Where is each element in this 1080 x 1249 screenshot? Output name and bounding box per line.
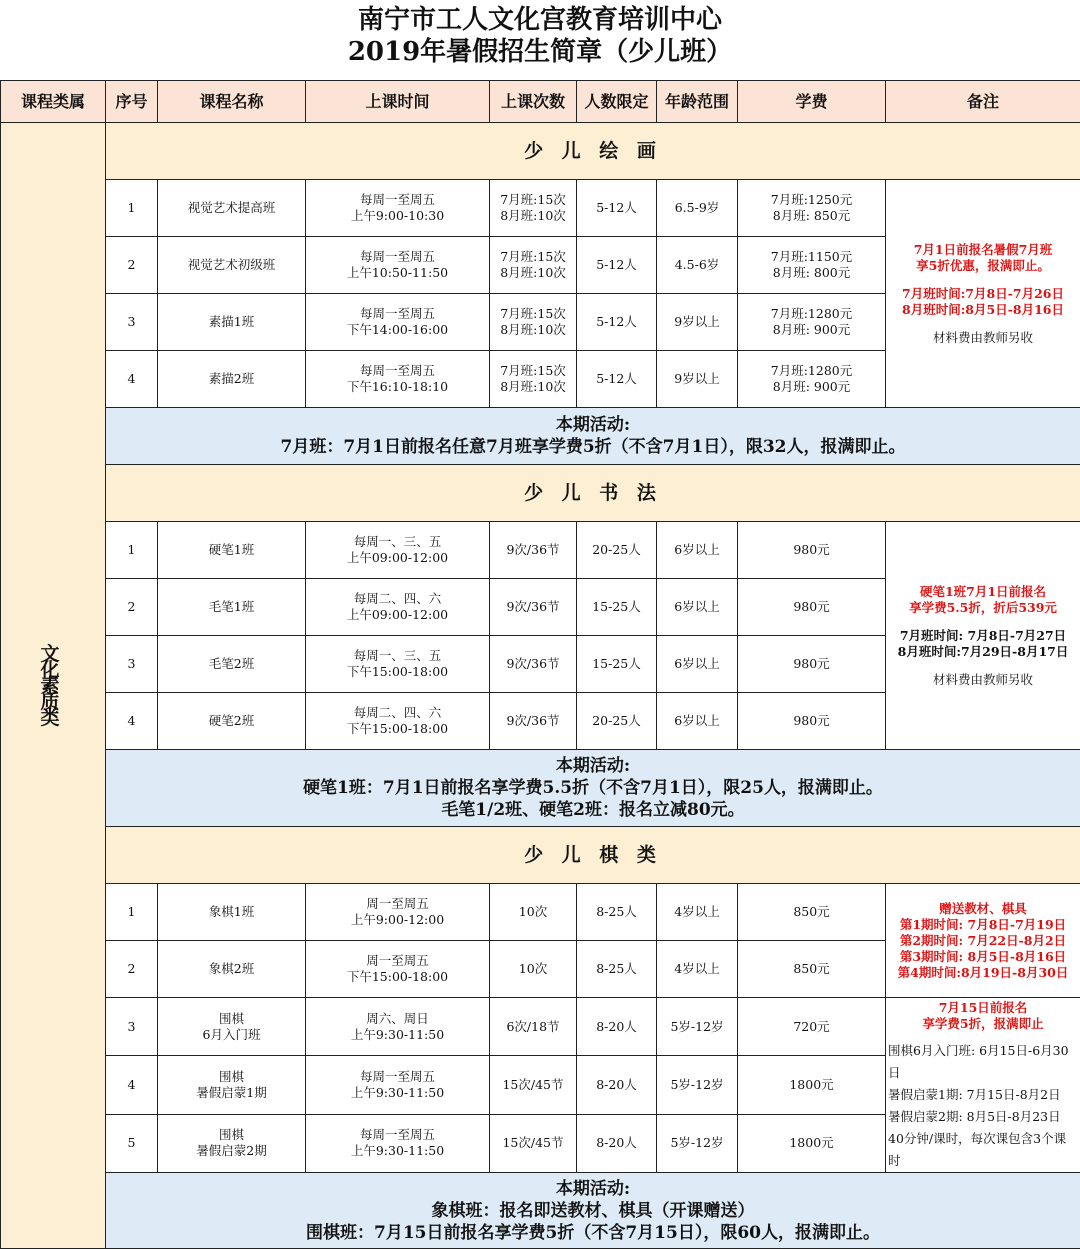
cell-fee: 1800元 [738,1056,886,1114]
cell-age: 9岁以上 [657,294,738,351]
cell-no: 4 [106,693,158,750]
cell-time: 每周一至周五 上午10:50-11:50 [306,237,490,294]
section-row-painting [1,123,1080,180]
table-row [1,180,1080,237]
cell-fee: 980元 [738,579,886,636]
cell-count: 7月班:15次 8月班:10次 [490,180,577,237]
cell-time: 周一至周五 上午9:00-12:00 [306,884,490,941]
cell-time: 每周二、四、六 上午09:00-12:00 [306,579,490,636]
cell-name: 围棋 6月入门班 [158,998,306,1056]
header-cell: 上课次数 [490,81,577,123]
cell-no: 2 [106,237,158,294]
section-row-chess [1,827,1080,884]
category-char: 文 [3,646,103,662]
cell-fee: 980元 [738,522,886,579]
cell-fee: 1800元 [738,1114,886,1172]
cell-time: 每周一至周五 上午9:00-10:30 [306,180,490,237]
section-title: 少 儿 绘 画 [106,123,1080,180]
cell-name: 毛笔2班 [158,636,306,693]
cell-count: 9次/36节 [490,522,577,579]
cell-time: 每周一至周五 上午9:30-11:50 [306,1114,490,1172]
header-cell: 备注 [886,81,1080,123]
cell-count: 10次 [490,941,577,998]
cell-fee: 7月班:1280元 8月班: 900元 [738,294,886,351]
header-row [1,81,1080,123]
page-subtitle: 2019年暑假招生简章（少儿班） [0,36,1080,68]
cell-name: 素描2班 [158,351,306,408]
cell-people: 8-20人 [577,998,657,1056]
cell-name: 视觉艺术初级班 [158,237,306,294]
cell-age: 6岁以上 [657,693,738,750]
header-cell: 人数限定 [577,81,657,123]
cell-age: 4岁以上 [657,941,738,998]
cell-name: 毛笔1班 [158,579,306,636]
cell-name: 硬笔1班 [158,522,306,579]
cell-age: 5岁-12岁 [657,1114,738,1172]
cell-people: 20-25人 [577,522,657,579]
cell-age: 5岁-12岁 [657,998,738,1056]
cell-age: 6.5-9岁 [657,180,738,237]
header-cell: 课程名称 [158,81,306,123]
cell-no: 2 [106,941,158,998]
header-cell: 课程类属 [1,81,106,123]
cell-count: 7月班:15次 8月班:10次 [490,237,577,294]
category-char: 化 [3,662,103,678]
cell-people: 5-12人 [577,351,657,408]
page-title: 南宁市工人文化宫教育培训中心 [0,4,1080,36]
cell-age: 4.5-6岁 [657,237,738,294]
course-table [0,80,1080,1249]
header-cell: 年龄范围 [657,81,738,123]
cell-age: 4岁以上 [657,884,738,941]
cell-fee: 850元 [738,884,886,941]
cell-fee: 850元 [738,941,886,998]
cell-name: 围棋 暑假启蒙1期 [158,1056,306,1114]
section-title: 少 儿 棋 类 [106,827,1080,884]
cell-fee: 7月班:1150元 8月班: 800元 [738,237,886,294]
cell-fee: 980元 [738,636,886,693]
section-row-calligraphy [1,465,1080,522]
note-cell: 7月1日前报名暑假7月班 享5折优惠，报满即止。 7月班时间:7月8日-7月26日 8月班时间:8月5日-8月16日 材料费由教师另收 [886,180,1080,408]
cell-fee: 7月班:1280元 8月班: 900元 [738,351,886,408]
cell-people: 5-12人 [577,294,657,351]
cell-name: 象棋1班 [158,884,306,941]
cell-age: 5岁-12岁 [657,1056,738,1114]
cell-age: 6岁以上 [657,636,738,693]
header-cell: 上课时间 [306,81,490,123]
table-row [1,522,1080,579]
cell-time: 每周一至周五 下午14:00-16:00 [306,294,490,351]
section-title: 少 儿 书 法 [106,465,1080,522]
activity-cell: 本期活动: 象棋班：报名即送教材、棋具（开课赠送） 围棋班：7月15日前报名享学费5折（不含7月15日），限60人，报满即止。 [106,1173,1080,1249]
cell-count: 15次/45节 [490,1114,577,1172]
cell-age: 9岁以上 [657,351,738,408]
cell-time: 每周一、三、五 下午15:00-18:00 [306,636,490,693]
cell-count: 9次/36节 [490,693,577,750]
cell-count: 7月班:15次 8月班:10次 [490,294,577,351]
activity-row [1,1173,1080,1249]
header-cell: 学费 [738,81,886,123]
cell-time: 周一至周五 下午15:00-18:00 [306,941,490,998]
cell-people: 20-25人 [577,693,657,750]
cell-people: 15-25人 [577,579,657,636]
cell-age: 6岁以上 [657,522,738,579]
cell-name: 视觉艺术提高班 [158,180,306,237]
cell-no: 1 [106,180,158,237]
category-char: 类 [3,710,103,726]
note-cell: 硬笔1班7月1日前报名 享学费5.5折，折后539元 7月班时间: 7月8日-7月27日 8月班时间:7月29日-8月17日 材料费由教师另收 [886,522,1080,750]
cell-no: 1 [106,522,158,579]
cell-time: 每周一至周五 上午9:30-11:50 [306,1056,490,1114]
cell-count: 7月班:15次 8月班:10次 [490,351,577,408]
cell-count: 10次 [490,884,577,941]
cell-fee: 980元 [738,693,886,750]
cell-count: 15次/45节 [490,1056,577,1114]
cell-no: 3 [106,998,158,1056]
cell-count: 6次/18节 [490,998,577,1056]
activity-cell: 本期活动: 硬笔1班：7月1日前报名享学费5.5折（不含7月1日），限25人，报满即止。 毛笔1/2班、硬笔2班：报名立减80元。 [106,750,1080,827]
category-char: 质 [3,694,103,710]
cell-no: 1 [106,884,158,941]
cell-people: 15-25人 [577,636,657,693]
cell-time: 每周二、四、六 下午15:00-18:00 [306,693,490,750]
cell-name: 象棋2班 [158,941,306,998]
cell-people: 5-12人 [577,180,657,237]
cell-fee: 7月班:1250元 8月班: 850元 [738,180,886,237]
cell-no: 4 [106,1056,158,1114]
cell-no: 4 [106,351,158,408]
category-cell [1,123,106,1249]
cell-time: 每周一、三、五 上午09:00-12:00 [306,522,490,579]
cell-count: 9次/36节 [490,636,577,693]
cell-no: 3 [106,294,158,351]
cell-time: 周六、周日 上午9:30-11:50 [306,998,490,1056]
note-cell-weiqi: 7月15日前报名 享学费5折，报满即止 围棋6月入门班: 6月15日-6月30日 暑假启蒙1期: 7月15日-8月2日 暑假启蒙2期: 8月5日-8月23日 40分钟/课时，每次课包含3个课时 [886,998,1080,1173]
cell-time: 每周一至周五 下午16:10-18:10 [306,351,490,408]
cell-people: 5-12人 [577,237,657,294]
table-row [1,998,1080,1056]
activity-row [1,750,1080,827]
activity-row [1,408,1080,465]
cell-people: 8-20人 [577,1114,657,1172]
table-row [1,884,1080,941]
cell-fee: 720元 [738,998,886,1056]
cell-age: 6岁以上 [657,579,738,636]
cell-people: 8-20人 [577,1056,657,1114]
activity-cell: 本期活动: 7月班：7月1日前报名任意7月班享学费5折（不含7月1日），限32人，报满即止。 [106,408,1080,465]
cell-no: 2 [106,579,158,636]
cell-no: 3 [106,636,158,693]
cell-name: 素描1班 [158,294,306,351]
category-char: 素 [3,678,103,694]
cell-people: 8-25人 [577,941,657,998]
cell-name: 硬笔2班 [158,693,306,750]
cell-no: 5 [106,1114,158,1172]
note-cell-xiangqi: 赠送教材、棋具 第1期时间: 7月8日-7月19日 第2期时间: 7月22日-8月2日 第3期时间: 8月5日-8月16日 第4期时间:8月19日-8月30日 [886,884,1080,998]
header-cell: 序号 [106,81,158,123]
cell-count: 9次/36节 [490,579,577,636]
cell-name: 围棋 暑假启蒙2期 [158,1114,306,1172]
cell-people: 8-25人 [577,884,657,941]
